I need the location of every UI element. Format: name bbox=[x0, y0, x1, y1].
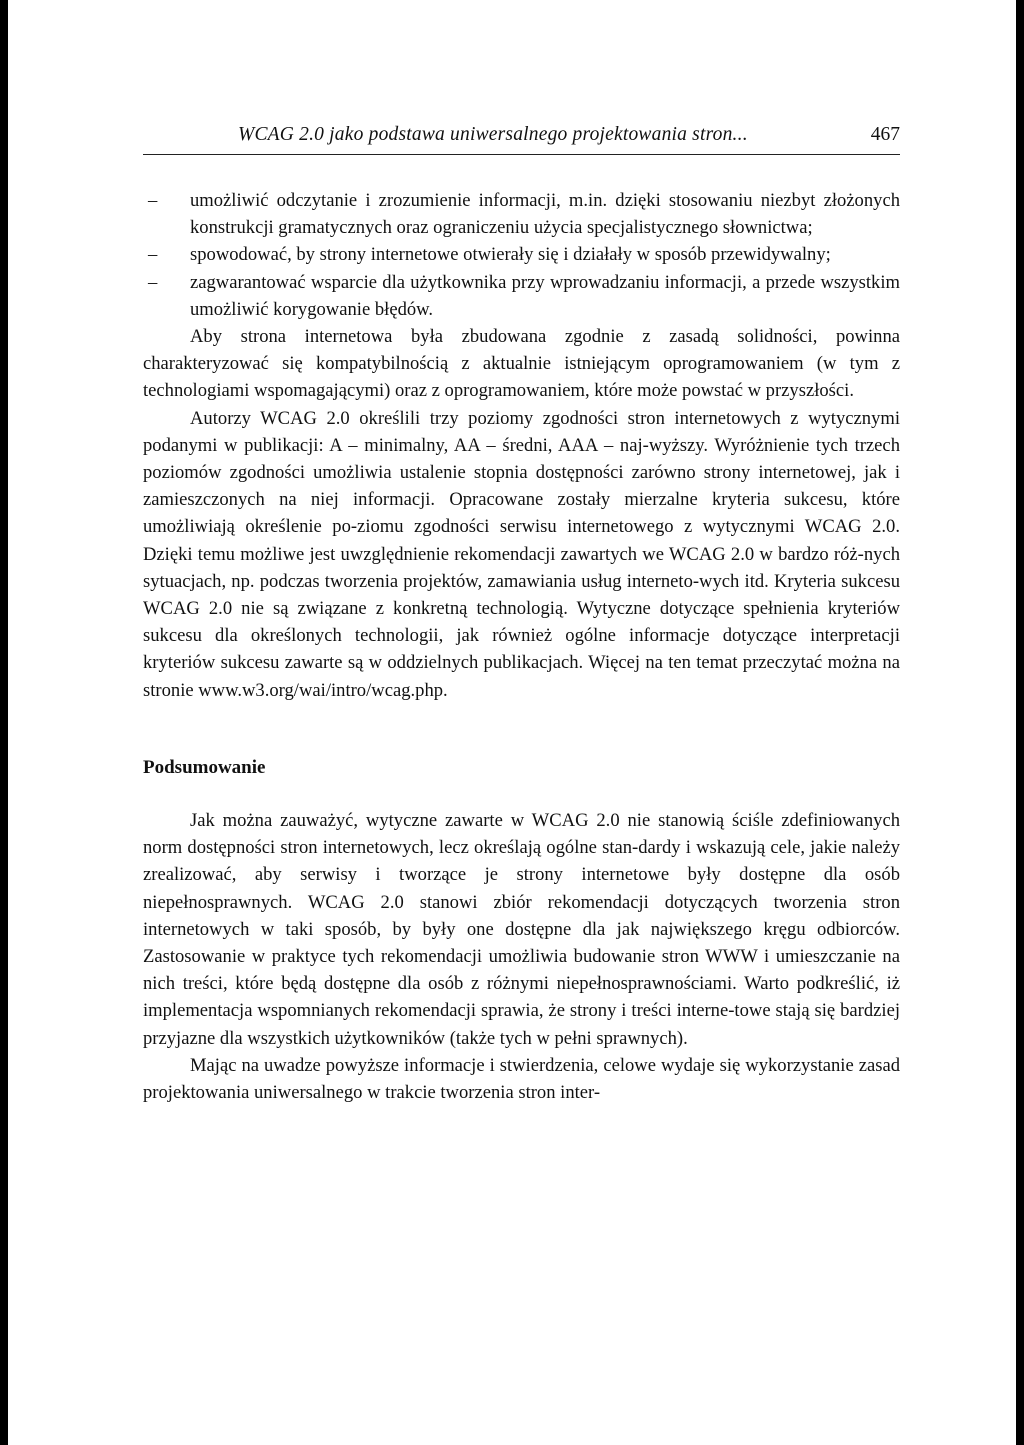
dash-bullet: – bbox=[148, 190, 158, 211]
running-header bbox=[143, 124, 900, 155]
running-title: WCAG 2.0 jako podstawa uniwersalnego projektowania stron... bbox=[238, 124, 748, 145]
summary-paragraph: Jak można zauważyć, wytyczne zawarte w WCAG 2.0 nie stanowią ściśle zdefiniowanych norm dostępności stron internetowych, lecz określają ogólne stan-dardy i wskazują cele, jakie należy zrealizować, aby serwisy i tworzące je strony internetowe były dostępne dla osób niepełnosprawnych. WCAG 2.0 stanowi zbiór rekomendacji dotyczących tworzenia stron internetowych w taki sposób, by były one dostępne dla jak największego kręgu odbiorców. Zastosowanie w praktyce tych rekomendacji umożliwia budowanie stron WWW i umieszczanie na nich treści, które będą dostępne dla osób z różnymi niepełnosprawnościami. Warto podkreślić, iż implementacja wspomnianych rekomendacji sprawia, że strony i treści interne-towe stają się bardziej przyjazne dla wszystkich użytkowników (także tych w pełni sprawnych). bbox=[143, 810, 900, 1049]
list-item bbox=[143, 187, 900, 241]
bullet-list bbox=[143, 187, 900, 323]
list-item-text: umożliwić odczytanie i zrozumienie informacji, m.in. dzięki stosowaniu niezbyt złożonych konstrukcji gramatycznych oraz ograniczeniu użycia specjalistycznego słownictwa; bbox=[190, 190, 900, 239]
dash-bullet: – bbox=[148, 271, 158, 293]
paragraph-conformance-levels: Autorzy WCAG 2.0 określili trzy poziomy zgodności stron internetowych z wytycznymi podanymi w publikacji: A – minimalny, AA – średni, AAA – naj-wyższy. Wyróżnienie tych trzech poziomów zgodności umożliwia ustalenie stopnia dostępności zarówno strony internetowej, jak i zamieszczonych na niej informacji. Opracowane zostały mierzalne kryteria sukcesu, które umożliwiają określenie po-ziomu zgodności serwisu internetowego z wytycznymi WCAG 2.0. Dzięki temu możliwe jest uwzględnienie rekomendacji zawartych we WCAG 2.0 w bardzo róż-nych sytuacjach, np. podczas tworzenia projektów, zamawiania usług interneto-wych itd. Kryteria sukcesu WCAG 2.0 nie są związane z konkretną technologią. Wytyczne dotyczące spełnienia kryteriów sukcesu dla określonych technologii, jak również ogólne informacje dotyczące interpretacji kryteriów sukcesu zawarte są w oddzielnych publikacjach. Więcej na ten temat przeczytać można na stronie www.w3.org/wai/intro/wcag.php. bbox=[143, 407, 900, 701]
paragraph-robustness: Aby strona internetowa była zbudowana zgodnie z zasadą solidności, powinna charakteryzować się kompatybilnością z aktualnie istniejącym oprogramowaniem (w tym z technologiami wspomagającymi) oraz z oprogramowaniem, które może powstać w przyszłości. bbox=[143, 326, 900, 402]
summary-paragraph: Mając na uwadze powyższe informacje i stwierdzenia, celowe wydaje się wykorzystanie zasad projektowania uniwersalnego w trakcie tworzenia stron inter- bbox=[143, 1054, 900, 1104]
list-item-text: spowodować, by strony internetowe otwierały się i działały w sposób przewidywalny; bbox=[190, 244, 831, 266]
list-item bbox=[143, 269, 900, 323]
body-text bbox=[143, 187, 900, 1106]
page-number: 467 bbox=[870, 124, 900, 145]
section-heading: Podsumowanie bbox=[143, 756, 266, 778]
dash-bullet: – bbox=[148, 244, 158, 266]
list-item bbox=[143, 241, 900, 268]
list-item-text: zagwarantować wsparcie dla użytkownika przy wprowadzaniu informacji, a przede wszystkim umożliwić korygowanie błędów. bbox=[190, 271, 900, 320]
